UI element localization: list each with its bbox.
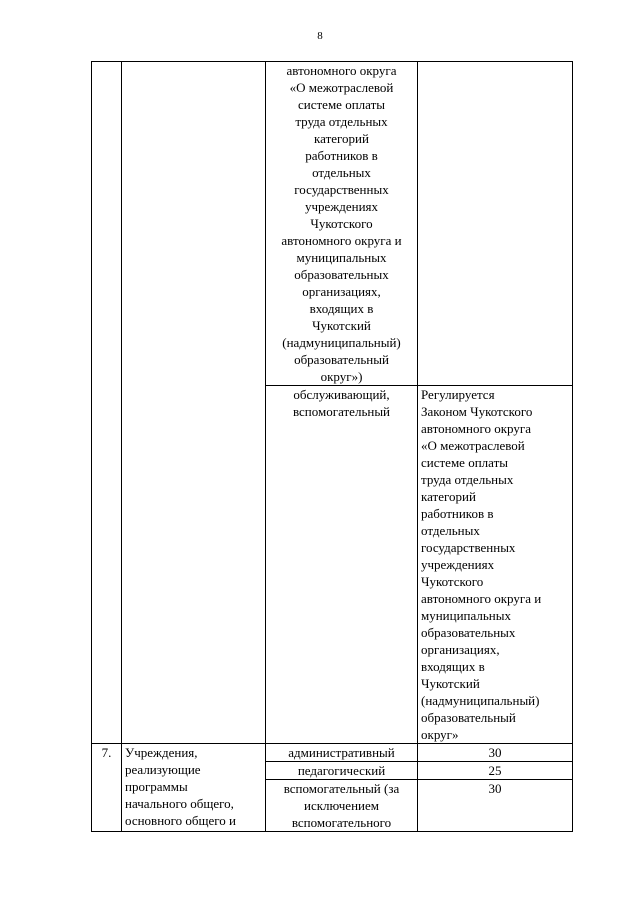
regulation-cell	[418, 62, 573, 386]
coefficient-cell: 30	[418, 780, 573, 832]
staff-category-cell: вспомогательный (за исключением вспомогательного	[266, 780, 418, 832]
coefficient-cell: 25	[418, 762, 573, 780]
page-number: 8	[317, 30, 323, 42]
row-number-cell	[92, 62, 122, 744]
institution-cell	[122, 62, 266, 744]
table-row	[92, 62, 573, 386]
coefficient-cell: 30	[418, 744, 573, 762]
regulation-cell: Регулируется Законом Чукотского автономного округа «О межотраслевой системе оплаты труда отдельных категорий работников в отдельных государственных учреждениях Чукотского автономного округа и муниципальных образовательных организациях, входящих в Чукотский (надмуниципальный) образовательный округ»	[418, 386, 573, 744]
staff-category-cell: педагогический	[266, 762, 418, 780]
row-number-cell: 7.	[92, 744, 122, 832]
staff-category-cell: административный	[266, 744, 418, 762]
staff-salary-table	[91, 61, 573, 832]
table-row	[92, 744, 573, 762]
staff-category-cell: автономного округа «О межотраслевой системе оплаты труда отдельных категорий работников в отдельных государственных учреждениях Чукотского автономного округа и муниципальных образовательных организациях, входящих в Чукотский (надмуниципальный) образовательный округ»)	[266, 62, 418, 386]
staff-category-cell: обслуживающий, вспомогательный	[266, 386, 418, 744]
institution-cell: Учреждения, реализующие программы начального общего, основного общего и	[122, 744, 266, 832]
